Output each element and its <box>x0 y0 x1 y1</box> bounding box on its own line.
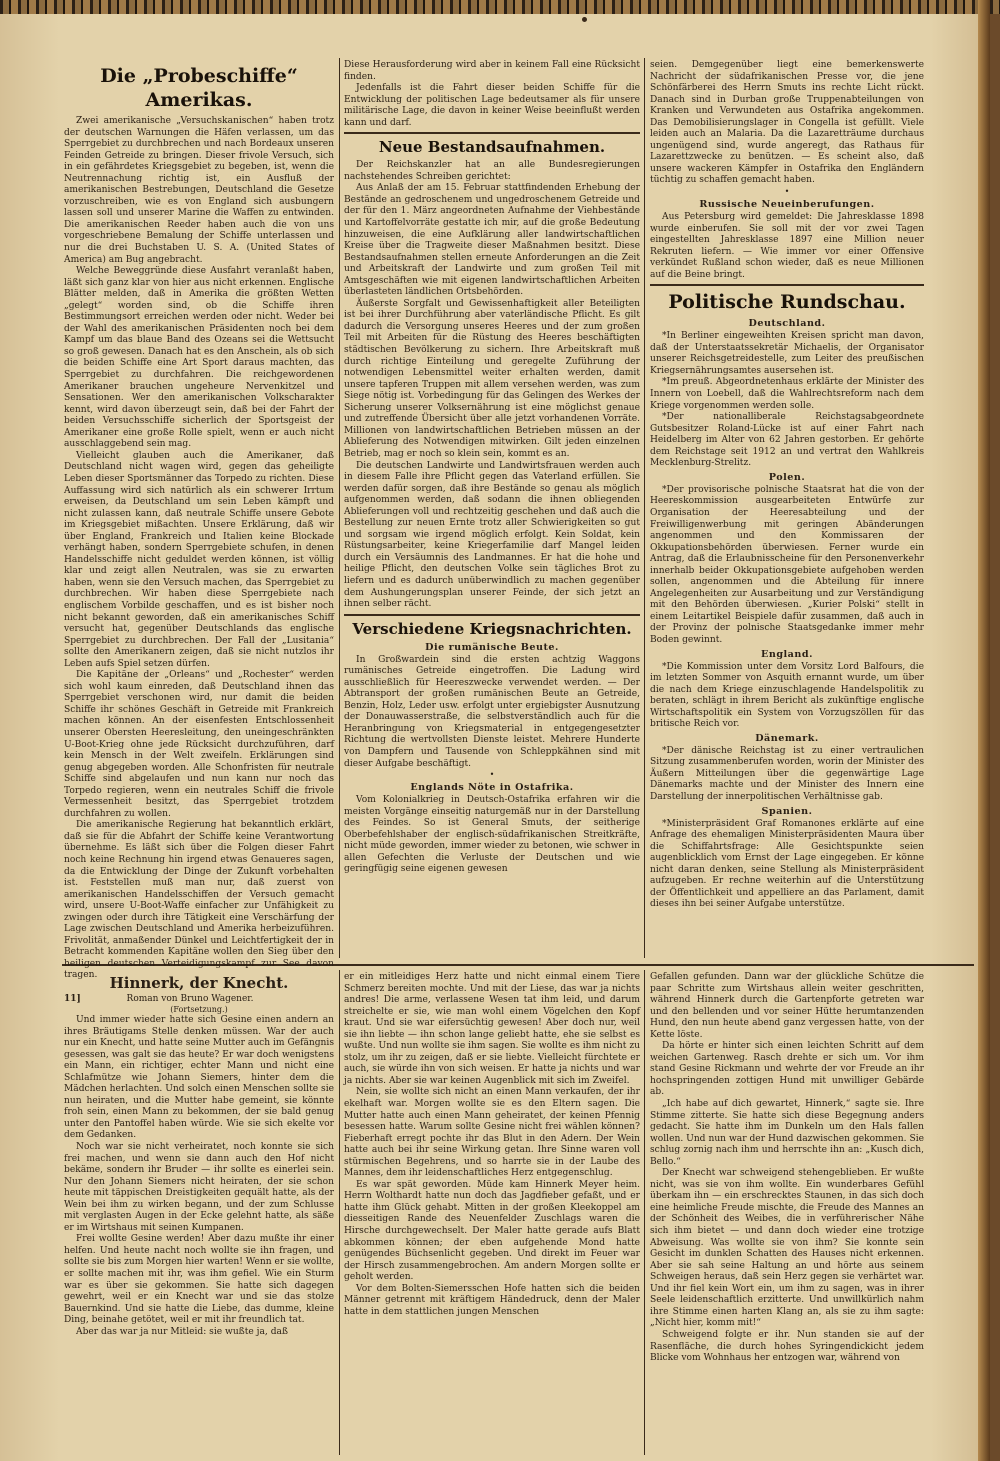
section-title-england: England. <box>761 648 813 660</box>
paragraph: *Ministerpräsident Graf Romanones erklärte auf eine Anfrage des ehemaligen Ministerpräsidenten Maura über die Schiffahrtsfrage: Alle Gesichtspunkte seien augenblicklich vom Ernst der Lage eingegeben. Er könne nicht daran denken, seine Stellung als Ministerpräsident aufzugeben. Er rechne weiterhin auf die Unterstützung der Öffentlichkeit und appelliere an das Parlament, damit dieses ihn bei seiner Aufgabe unterstütze. <box>650 818 924 910</box>
paragraph: Die deutschen Landwirte und Landwirtsfrauen werden auch in diesem Falle ihre Pflicht gegen das Vaterland erfüllen. Sie werden dafür sorgen, daß ihre Bestände so genau als möglich aufgenommen werden, daß sodann die ihnen obliegenden Ablieferungen voll und rechtzeitig geschehen und daß auch die Bestellung zur neuen Ernte trotz aller Schwierigkeiten so gut und sorgsam wie irgend möglich erfolgt. Kein Soldat, kein Rüstungsarbeiter, keine Kriegerfamilie darf Mangel leiden durch ein Versäumnis des Landmannes. Er hat die hohe und heilige Pflicht, den deutschen Volke sein tägliches Brot zu liefern und es dadurch unüberwindlich zu machen gegenüber dem Aushungerungsplan unserer Feinde, der sich jetzt an ihnen selber rächt. <box>344 460 640 610</box>
article-probeschiffe <box>64 60 334 981</box>
headline-rundschau: Politische Rundschau. <box>668 291 906 314</box>
paragraph: Der Reichskanzler hat an alle Bundesregierungen nachstehendes Schreiben gerichtet: <box>344 160 640 182</box>
paragraph: *In Berliner eingeweihten Kreisen spricht man davon, daß der Unterstaatssekretär Michaelis, der Organisator unserer Reichsgetreidestelle, zum Leiter des preußischen Kriegsernährungsamtes ausersehen ist. <box>650 331 924 376</box>
subhead-russland: Russische Neueinberufungen. <box>699 199 875 211</box>
paragraph: Noch war sie nicht verheiratet, noch konnte sie sich frei machen, und wenn sie dann auch den Hof nicht bekäme, sondern ihr Bruder — ihr sollte es einerlei sein. Nur den Johann Siemers nicht heiraten, der sie schon heute mit täppischen Dreistigkeiten gequält hatte, als der Wein bei ihm zu wirken begann, und der zum Schlusse mit verglasten Augen in der Ecke gelehnt hatte, als säße er im Wirtshaus mit seinen Kumpanen. <box>64 1142 334 1233</box>
paragraph: Aus Petersburg wird gemeldet: Die Jahresklasse 1898 wurde einberufen. Sie soll mit der vor zwei Tagen eingestellten Jahresklasse 1897 eine Million neuer Rekruten liefern. — Wie immer vor einer Offensive verkündet Rußland schon wieder, daß es neue Millionen auf die Beine bringt. <box>650 212 924 280</box>
column-rule <box>339 58 340 958</box>
column-rule <box>339 970 340 1455</box>
paragraph: Frei wollte Gesine werden! Aber dazu mußte ihr einer helfen. Und heute nacht noch wollte sie ihn fragen, und sollte sie bis zum Morgen hier warten! Wenn er sie wollte, er sollte machen mit ihr, was ihm gefiel. Wie ein Sturm war es über sie gekommen. Sie hatte sich dagegen gewehrt, weil er ein Knecht war und sie das stolze Bauernkind. Und sie hatte die Liebe, das dumme, kleine Ding, beinahe getötet, weil er mit ihr freundlich tat. <box>64 1234 334 1326</box>
paragraph: Schweigend folgte er ihr. Nun standen sie auf der Rasenfläche, die durch hohes Syringendickicht jedem Blicke vom Wohnhaus her entzogen war, während von <box>650 1329 924 1364</box>
paragraph: Der Knecht war schweigend stehengeblieben. Er wußte nicht, was sie von ihm wollte. Ein wunderbares Gefühl überkam ihn — ein erschrecktes Staunen, in das sich doch eine heimliche Freude mischte, die Freude des Mannes an der Schönheit des Weibes, die in verführerischer Nähe sich ihm bietet — und dann doch wieder eine trotzige Abweisung. Was wollte sie von ihm? Sie konnte sein Gesicht im dunklen Schatten des Hauses nicht erkennen. Aber sie sah seine Haltung an und hörte aus seinem Schweigen heraus, daß sein Herz gegen sie verhärtet war. Und ihr fiel kein Wort ein, um ihm zu sagen, was in ihrer Seele leidenschaftlich erzitterte. Und unwillkürlich nahm ihre Stimme einen harten Klang an, als sie zu ihm sagte: „Nicht hier, komm mit!“ <box>650 1168 924 1329</box>
novel-continuation-note: (Fortsetzung.) <box>170 1005 228 1014</box>
paragraph: Jedenfalls ist die Fahrt dieser beiden Schiffe für die Entwicklung der politischen Lage bedeutsamer als für unsere militärische Lage, die davon in keiner Weise beeinflußt werden kann und darf. <box>344 83 640 128</box>
subhead-ostafrika: Englands Nöte in Ostafrika. <box>410 782 574 794</box>
column-right <box>650 60 924 960</box>
paragraph: Vom Kolonialkrieg in Deutsch-Ostafrika erfahren wir die meisten Vorgänge einseitig naturgemäß nur in der Darstellung des Feindes. So ist General Smuts, der seitherige Oberbefehlshaber der englisch-südafrikanischen Streitkräfte, nicht müde geworden, immer wieder zu betonen, wie schwer in allen Gefechten die Verluste der Deutschen und wie geringfügig seine eigenen gewesen <box>344 795 640 875</box>
headline-bestandsaufnahmen: Neue Bestandsaufnahmen. <box>378 138 606 157</box>
section-title-deutschland: Deutschland. <box>748 318 826 330</box>
novel-column-1 <box>64 972 334 1455</box>
section-title-daenemark: Dänemark. <box>755 732 819 744</box>
paragraph: Nein, sie wollte sich nicht an einen Mann verkaufen, der ihr ekelhaft war. Morgen wollte sie es den Eltern sagen. Die Mutter hatte auch einen Mann geheiratet, der keinen Pfennig besessen hatte. Warum sollte Gesine nicht frei wählen können? Fieberhaft erregt pochte ihr das Blut in den Adern. Der Wein hatte auch bei ihr seine Wirkung getan. Ihre Sinne waren voll stürmischen Begehrens, und so harrte sie in der Laube des Mannes, dem ihr leidenschaftliches Herz entgegenschlug. <box>344 1087 640 1179</box>
bullet-separator: • <box>784 187 790 197</box>
novel-number: 11] <box>64 994 81 1004</box>
paragraph: Zwei amerikanische „Versuchskanischen“ haben trotz der deutschen Warnungen die Häfen verlassen, um das Sperrgebiet zu durchbrechen und nach Bordeaux unseren Feinden Getreide zu bringen. Dieser frivole Versuch, sich in ein gefährdetes Kriegsgebiet zu begeben, ist, wenn die Neutrennachung richtig ist, ein Ausfluß der amerikanischen Bestrebungen, Deutschland die Gesetze vorzuschreiben, wie es von England sich ausbungern lassen soll und unserer Marine die Waffen zu entwinden. Die amerikanischen Reeder haben auch die von uns vorgeschriebene Bemalung der Schiffe unterlassen und nur die drei Buchstaben U. S. A. (United States of America) am Bug angebracht. <box>64 116 334 265</box>
divider <box>650 284 924 286</box>
headline-kriegsnachrichten: Verschiedene Kriegsnachrichten. <box>352 619 632 638</box>
paragraph: *Der provisorische polnische Staatsrat hat die von der Heereskommission ausgearbeiteten Entwürfe zur Organisation der Heeresabteilung und der Freiwilligenwerbung mit geringen Abänderungen angenommen und den Kommissaren der Okkupationsbehörden überwiesen. Ferner wurde ein Antrag, daß die Erlaubnisscheine für den Personenverkehr innerhalb beider Okkupationsgebiete aufgehoben werden sollen, angenommen und die Abteilung für innere Angelegenheiten zur Ausarbeitung und zur Verständigung mit den Behörden überwiesen. „Kurier Polski“ stellt in einem Leitartikel Beispiele dafür zusammen, daß auch in der Provinz der polnische Staatsgedanke immer mehr Boden gewinnt. <box>650 484 924 645</box>
divider <box>344 614 640 616</box>
novel-header <box>64 994 334 1005</box>
novel-column-3 <box>650 972 924 1455</box>
novel-byline: Roman von Bruno Wagener. <box>126 994 254 1004</box>
section-title-spanien: Spanien. <box>761 805 813 817</box>
section-title-polen: Polen. <box>768 471 806 483</box>
novel-column-2 <box>344 972 640 1455</box>
paragraph: Und immer wieder hatte sich Gesine einen andern an ihres Bräutigams Stelle denken müssen. War der auch nur ein Knecht, und hatte seine Mutter auch im Gefängnis gesessen, was galt sie das heute? Er war doch wenigstens ein Mann, ein richtiger, echter Mann und nicht eine Schlafmütze wie Johann Siemers, hinter dem die Mädchen herlachten. Und solch einen Menschen sollte sie nun heiraten, und die Mutter habe gemeint, sie könnte froh sein, einen Mann zu bekommen, der sie bald genug unter den Pantoffel haben würde. Wie sie sich ekelte vor dem Gedanken. <box>64 1015 334 1141</box>
divider <box>344 132 640 134</box>
column-rule <box>644 970 645 1455</box>
page-right-edge <box>978 0 990 1461</box>
paragraph: *Der dänische Reichstag ist zu einer vertraulichen Sitzung zusammenberufen worden, worin der Minister des Äußern Mitteilungen über die gegenwärtige Lage Dänemarks machte und der Minister des Innern eine Darstellung der innerpolitischen Verhältnisse gab. <box>650 745 924 802</box>
paragraph: er ein mitleidiges Herz hatte und nicht einmal einem Tiere Schmerz bereiten mochte. Und mit der Liese, das war ja nichts andres! Die arme, verlassene Wesen tat ihm leid, und darum streichelte er sie, wie man wohl einem Vögelchen den Kopf kraut. Und sie war eifersüchtig gewesen! Aber doch nur, weil sie ihn liebte — ihn schon lange geliebt hatte, ehe sie selbst es wußte. Und nun wollte sie ihm sagen. Sie wollte es ihm nicht zu stolz, um ihr zu zeigen, daß er sie liebte. Vielleicht fürchtete er auch, sie würde ihn von sich weisen. Er hatte ja nichts und war ja nichts. Aber sie war keinen Augenblick mit sich im Zweifel. <box>344 972 640 1086</box>
paragraph: seien. Demgegenüber liegt eine bemerkenswerte Nachricht der südafrikanischen Presse vor, die jene Schönfärberei des Herrn Smuts ins rechte Licht rückt. Danach sind in Durban große Truppenabteilungen von Kranken und Verwundeten aus Ostafrika angekommen. Das Demobilisierungslager in Congella ist gefüllt. Viele leiden auch an Malaria. Da die Lazaretträume durchaus ungenügend sind, wurde angeregt, das Rathaus für Lazarettzwecke zu benützen. — Es scheint also, daß unsere wackeren Kämpfer in Ostafrika den Engländern tüchtig zu schaffen gemacht haben. <box>650 60 924 186</box>
headline-probeschiffe: Die „Probeschiffe“ Amerikas. <box>100 65 298 111</box>
paragraph: Die amerikanische Regierung hat bekanntlich erklärt, daß sie für die Abfahrt der Schiffe keine Verantwortung übernehme. Es läßt sich über die Folgen dieser Fahrt noch keine Rechnung hin irgend etwas Genaueres sagen, da die Entwicklung der Dinge der Zukunft vorbehalten ist. Feststellen muß man nur, daß zuerst von amerikanischen Handelsschiffen der Versuch gemacht wird, unsere U-Boot-Waffe einfacher zur Unfähigkeit zu zwingen oder durch ihre Tätigkeit eine Verschärfung der Lage zwischen Deutschland und Amerika herbeizuführen. Frivolität, anmaßender Dünkel und Leichtfertigkeit der in Betracht kommenden Kapitäne wollen den Sieg über den heiligen deutschen Verteidigungskampf zur See davon tragen. <box>64 820 334 981</box>
paragraph: Diese Herausforderung wird aber in keinem Fall eine Rücksicht finden. <box>344 60 640 82</box>
column-middle <box>344 60 640 960</box>
paragraph: „Ich habe auf dich gewartet, Hinnerk,“ sagte sie. Ihre Stimme zitterte. Sie hatte sich diese Begegnung anders gedacht. Sie hatte ihm im Dunkeln um den Hals fallen wollen. Und nun war der Hund dazwischen gekommen. Sie schlug zornig nach ihm und herrschte ihn an: „Kusch dich, Bello.“ <box>650 1099 924 1167</box>
paragraph: Welche Beweggründe diese Ausfahrt veranlaßt haben, läßt sich ganz klar von hier aus nicht erkennen. Englische Blätter melden, daß in Amerika die größten Wetten „gelegt“ worden sind, ob die Schiffe ihren Bestimmungsort erreichen werden oder nicht. Weder bei der Wahl des amerikanischen Präsidenten noch bei dem Kampf um das blaue Band des Ozeans sei die Wettsucht so groß gewesen. Danach hat es den Anschein, als ob sich die beiden Schiffe eine Art Sport daraus machten, das Sperrgebiet zu durchfahren. Die reichgewordenen Amerikaner brauchen ungeheure Nervenkitzel und Sensationen. Wer den amerikanischen Volkscharakter kennt, wird davon überzeugt sein, daß bei der Fahrt der beiden Versuchsschiffe sicherlich der Sportsgeist der Amerikaner eine große Rolle spielt, wenn er auch nicht ausschlaggebend sein mag. <box>64 266 334 450</box>
paragraph: Äußerste Sorgfalt und Gewissenhaftigkeit aller Beteiligten ist bei ihrer Durchführung aber vaterländische Pflicht. Es gilt dadurch die Versorgung unseres Heeres und der zum großen Teil mit Arbeiten für die Rüstung des Heeres beschäftigten städtischen Bevölkerung zu sichern. Ihre Arbeitskraft muß durch richtige Einteilung und geregelte Zuführung der notwendigen Lebensmittel weiter erhalten werden, damit unsere tapferen Truppen mit allem versehen werden, was zum Siege nötig ist. Vorbedingung für das Gelingen des Werkes der Sicherung unserer Volksernährung ist eine möglichst genaue und zutreffende Übersicht über alle jetzt vorhandenen Vorräte. Millionen von landwirtschaftlichen Betrieben müssen an der Ablieferung des Notwendigen mitwirken. Gilt jeden einzelnen Betrieb, mag er noch so klein sein, kommt es an. <box>344 298 640 459</box>
column-rule <box>644 58 645 958</box>
page-top-edge <box>0 0 1000 14</box>
paragraph: In Großwardein sind die ersten achtzig Waggons rumänisches Getreide eingetroffen. Die Ladung wird ausschließlich für Heereszwecke verwendet werden. — Der Abtransport der großen rumänischen Beute an Getreide, Benzin, Holz, Leder usw. erfolgt unter ergiebigster Ausnutzung der Donauwasserstraße, die selbstverständlich auch für die Heranbringung von Kriegsmaterial in entgegengesetzter Richtung die wertvollsten Dienste leistet. Mehrere Hunderte von Dampfern und Tausende von Schleppkähnen sind mit dieser Aufgabe beschäftigt. <box>344 654 640 769</box>
page-dot <box>582 17 587 22</box>
paragraph: Aber das war ja nur Mitleid: sie wußte ja, daß <box>76 1326 289 1337</box>
paragraph: Vor dem Bolten-Siemersschen Hofe hatten sich die beiden Männer getrennt mit kräftigem Händedruck, denn der Maler hatte in dem stattlichen jungen Menschen <box>344 1283 640 1317</box>
paragraph: Vielleicht glauben auch die Amerikaner, daß Deutschland nicht wagen wird, gegen das geheiligte Leben dieser Sportsmänner das Torpedo zu richten. Diese Auffassung wird sich natürlich als ein schwerer Irrtum erweisen, da Deutschland um sein Leben kämpft und nicht zulassen kann, daß neutrale Schiffe unsere Gebote im Kriegsgebiet mißachten. Unsere Erklärung, daß wir über England, Frankreich und Italien keine Blockade verhängt haben, sondern Sperrgebiete schufen, in denen Handelsschiffe nicht geduldet werden können, ist völlig klar und zeigt allen Neutralen, was sie zu erwarten haben, wenn sie den Versuch machen, das Sperrgebiet zu durchbrechen. Wir haben diese Sperrgebiete nach englischem Vorbilde geschaffen, und es ist bisher noch nicht bekannt geworden, daß ein amerikanisches Schiff versucht hat, gegenüber Deutschlands das englische Sperrgebiet zu durchbrechen. Der Fall der „Lusitania“ sollte den Amerikanern zeigen, daß sie nicht nutzlos ihr Leben aufs Spiel setzen dürfen. <box>64 450 334 669</box>
paragraph: *Die Kommission unter dem Vorsitz Lord Balfours, die im letzten Sommer von Asquith ernannt wurde, um über die nach dem Kriege einzuschlagende Handelspolitik zu beraten, schlägt in ihrem Bericht als zukünftige englische Wirtschaftspolitik ein System von Vorzugszöllen für das britische Reich vor. <box>650 661 924 730</box>
bullet-separator: • <box>489 770 495 780</box>
paragraph: *Der nationalliberale Reichstagsabgeordnete Gutsbesitzer Roland-Lücke ist auf einer Fahrt nach Heidelberg im Alter von 62 Jahren gestorben. Er gehörte dem Reichstage seit 1912 an und vertrat den Wahlkreis Mecklenburg-Strelitz. <box>650 412 924 469</box>
paragraph: Gefallen gefunden. Dann war der glückliche Schütze die paar Schritte zum Wirtshaus allein weiter geschritten, während Hinnerk durch die Gartenpforte getreten war und den bellenden und vor seiner Hütte herumtanzenden Hund, den nun heute abend ganz vergessen hatte, von der Kette löste. <box>650 972 924 1040</box>
paragraph: Da hörte er hinter sich einen leichten Schritt auf dem weichen Gartenweg. Rasch drehte er sich um. Vor ihm stand Gesine Rickmann und wehrte der vor Freude an ihr hochspringenden zottigen Hund mit unwilliger Gebärde ab. <box>650 1041 924 1098</box>
subhead-beute: Die rumänische Beute. <box>425 641 559 653</box>
paragraph: Es war spät geworden. Müde kam Hinnerk Meyer heim. Herrn Wolthardt hatte nun doch das Jagdfieber gefaßt, und er hatte ihm Glück gehabt. Mitten in der großen Kleekoppel am diesseitigen Rande des Neuenfelder Zuschlags waren die Hirsche durchgewechselt. Der Maler hatte gerade aufs Blatt abkommen können; der eben aufgehende Mond hatte genügendes Büchsenlicht gegeben. Und direkt im Feuer war der Hirsch zusammengebrochen. Am andern Morgen sollte er geholt werden. <box>344 1179 640 1283</box>
paragraph: *Im preuß. Abgeordnetenhaus erklärte der Minister des Innern von Loebell, daß die Wahlrechtsreform nach dem Kriege vorgenommen werden solle. <box>650 377 924 411</box>
paragraph: Die Kapitäne der „Orleans“ und „Rochester“ werden sich wohl kaum einreden, daß Deutschland ihnen das Sperrgebiet verschonen wird, nur damit die beiden Schiffe ihr schönes Geschäft in Getreide mit Frankreich machen können. An der eisenfesten Entschlossenheit unserer Obersten Heeresleitung, den uneingeschränkten U-Boot-Krieg ohne jede Rücksicht durchzuführen, darf kein Mensch in der Welt zweifeln. Erklärungen sind genug abgegeben worden. Alle Schonfristen für neutrale Schiffe sind abgelaufen und nun kann nur noch das Torpedo regieren, wenn ein neutrales Schiff die frivole Vermessenheit besitzt, das Sperrgebiet trotzdem durchfahren zu wollen. <box>64 670 334 819</box>
novel-title: Hinnerk, der Knecht. <box>109 974 289 992</box>
paragraph: Aus Anlaß der am 15. Februar stattfindenden Erhebung der Bestände an gedroschenem und ungedroschenem Getreide und der für den 1. März angeordneten Aufnahme der Viehbestände und Kartoffelvorräte gestatte ich mir, auf die große Bedeutung hinzuweisen, die eine Aufklärung aller landwirtschaftlichen Kreise über die Tragweite dieser Maßnahmen besitzt. Diese Bestandsaufnahmen stellen erneute Anforderungen an die Zeit und Arbeitskraft der Landwirte und zum großen Teil mit Amtsgeschäften wie mit eigenen landwirtschaftlichen Arbeiten überlasteten ländlichen Ortsbehörden. <box>344 183 640 298</box>
